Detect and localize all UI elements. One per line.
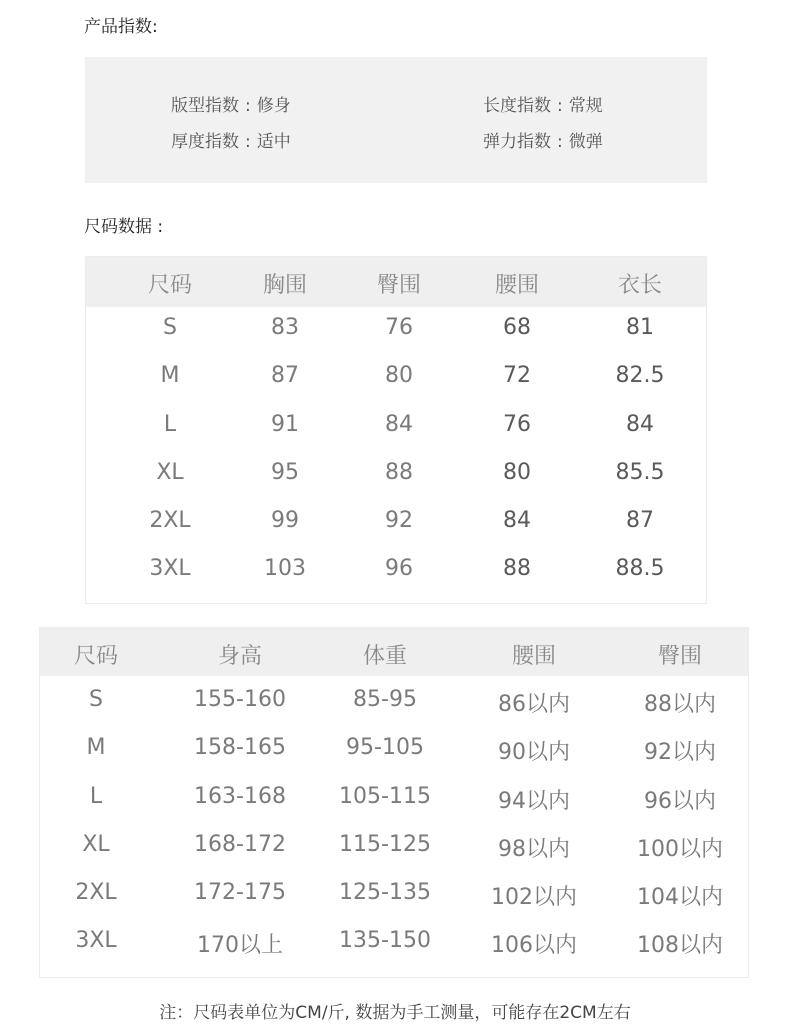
table-cell: 85.5 (615, 460, 665, 485)
table-cell: 105-115 (339, 784, 431, 809)
table-cell: 163-168 (194, 784, 286, 809)
index-label: 长度指数 (483, 96, 551, 116)
table-cell: 88.5 (615, 556, 665, 581)
table-cell: XL (156, 460, 184, 485)
table-cell: 102以内 (491, 885, 577, 910)
column-header: 腰围 (511, 644, 557, 669)
table-cell: 155-160 (194, 687, 286, 712)
column-header: 尺码 (147, 273, 193, 298)
table-cell: 104以内 (637, 885, 723, 910)
table-cell: 99 (271, 508, 299, 533)
table-cell: 82.5 (615, 363, 665, 388)
table-cell: 106以内 (491, 933, 577, 958)
table-cell: 115-125 (339, 832, 431, 857)
section-title-size-data: 尺码数据 : (84, 217, 164, 237)
index-thickness (171, 127, 291, 152)
table-cell: 103 (264, 556, 306, 581)
column-header: 胸围 (262, 273, 308, 298)
section-title-product-indices: 产品指数: (84, 17, 158, 37)
index-elasticity (483, 127, 603, 152)
table-cell: 2XL (149, 508, 191, 533)
table-cell: 81 (626, 315, 654, 340)
table-cell: L (89, 784, 103, 809)
index-length (483, 91, 603, 116)
column-header: 身高 (217, 644, 263, 669)
table-cell: 125-135 (339, 880, 431, 905)
table-cell: 76 (385, 315, 413, 340)
table-cell: 95 (271, 460, 299, 485)
table-cell: 87 (271, 363, 299, 388)
table-cell: 98以内 (498, 837, 570, 862)
table-cell: 76 (503, 412, 531, 437)
index-value: 微弹 (568, 132, 603, 152)
index-label: 弹力指数 (483, 132, 551, 152)
table-cell: 91 (271, 412, 299, 437)
index-value: 适中 (256, 132, 291, 152)
index-label: 厚度指数 (171, 132, 239, 152)
body-size-table (40, 628, 748, 977)
index-value: 修身 (256, 96, 291, 116)
table-cell: 108以内 (637, 933, 723, 958)
table-cell: M (86, 735, 106, 760)
table-cell: 80 (385, 363, 413, 388)
column-header: 臀围 (657, 644, 703, 669)
product-indices-panel (85, 57, 707, 183)
table-cell: S (89, 687, 103, 712)
table-cell: 88 (385, 460, 413, 485)
index-separator: : (245, 96, 251, 116)
table-cell: 100以内 (637, 837, 723, 862)
table-cell: M (160, 363, 180, 388)
footnote: 注：尺码表单位为CM/斤, 数据为手工测量，可能存在2CM左右 (159, 1003, 631, 1023)
table-cell: 86以内 (498, 692, 570, 717)
table-cell: 84 (385, 412, 413, 437)
table-cell: 68 (503, 315, 531, 340)
table-cell: 135-150 (339, 928, 431, 953)
table-cell: 85-95 (353, 687, 417, 712)
table-cell: 95-105 (346, 735, 424, 760)
table-cell: 168-172 (194, 832, 286, 857)
column-header: 臀围 (376, 273, 422, 298)
index-fit (171, 91, 291, 116)
table-cell: 84 (626, 412, 654, 437)
index-separator: : (557, 132, 563, 152)
index-value: 常规 (568, 96, 603, 116)
table-cell: 72 (503, 363, 531, 388)
table-cell: 92以内 (644, 740, 716, 765)
table-cell: 158-165 (194, 735, 286, 760)
table-cell: 92 (385, 508, 413, 533)
table-cell: 80 (503, 460, 531, 485)
table-cell: XL (82, 832, 110, 857)
garment-size-table (86, 257, 706, 603)
table-cell: 83 (271, 315, 299, 340)
column-header: 腰围 (494, 273, 540, 298)
table-cell: 94以内 (498, 789, 570, 814)
table-cell: 90以内 (498, 740, 570, 765)
table-cell: L (163, 412, 177, 437)
table-cell: 170以上 (197, 933, 283, 958)
table-cell: 2XL (75, 880, 117, 905)
index-separator: : (557, 96, 563, 116)
column-header: 体重 (362, 644, 408, 669)
table-cell: 96 (385, 556, 413, 581)
table-cell: 88 (503, 556, 531, 581)
table-cell: 87 (626, 508, 654, 533)
column-header: 衣长 (617, 273, 663, 298)
table-cell: S (163, 315, 177, 340)
table-cell: 3XL (75, 928, 117, 953)
index-separator: : (245, 132, 251, 152)
table-cell: 84 (503, 508, 531, 533)
table-cell: 88以内 (644, 692, 716, 717)
column-header: 尺码 (73, 644, 119, 669)
table-cell: 3XL (149, 556, 191, 581)
table-cell: 172-175 (194, 880, 286, 905)
table-cell: 96以内 (644, 789, 716, 814)
index-label: 版型指数 (171, 96, 239, 116)
